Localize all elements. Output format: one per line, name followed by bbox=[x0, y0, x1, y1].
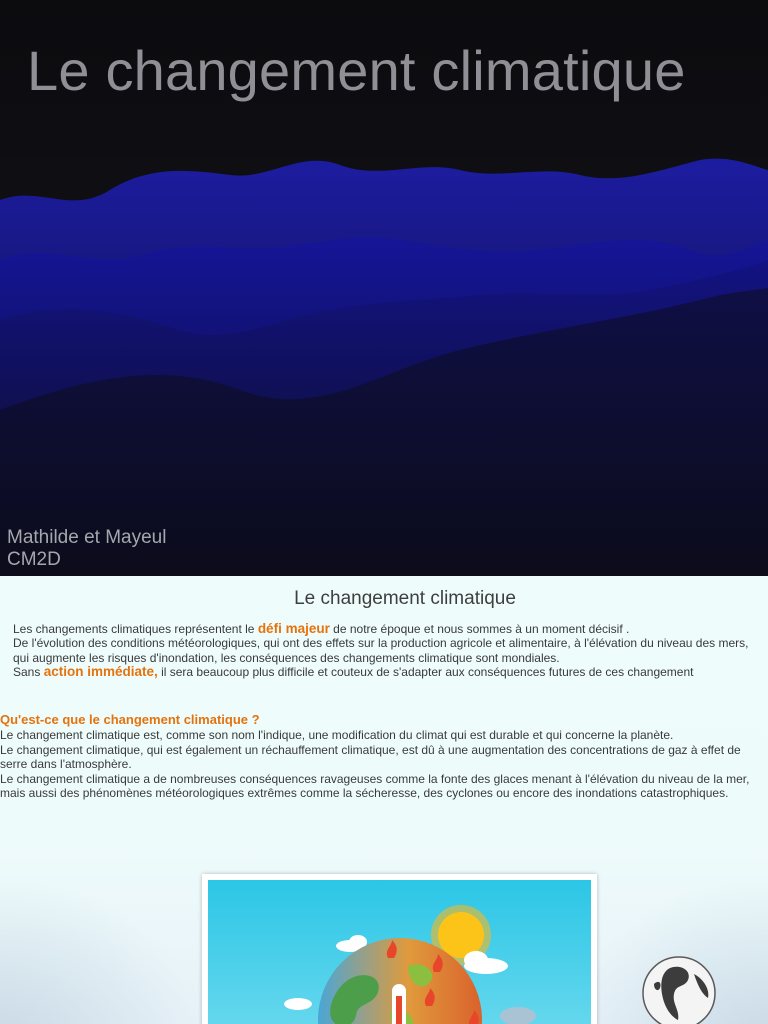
cover-authors bbox=[7, 527, 166, 571]
cover-title: Le changement climatique bbox=[27, 39, 686, 102]
section-heading: Qu'est-ce que le changement climatique ? bbox=[0, 712, 260, 727]
author-names: Mathilde et Mayeul bbox=[7, 527, 167, 548]
intro-text bbox=[13, 622, 758, 680]
intro-line-1-start: Les changements climatiques représentent le bbox=[13, 622, 258, 636]
class-name: CM2D bbox=[7, 549, 61, 570]
thermometer-icon bbox=[392, 984, 406, 1024]
intro-line-3-end: il sera beaucoup plus difficile et couteux de s'adapter aux conséquences futures de ces changement bbox=[157, 665, 694, 680]
highlight-action-immediate: action immédiate, bbox=[43, 664, 158, 680]
section-paragraph: Le changement climatique, qui est également un réchauffement climatique, est dû à une augmentation des concentrations de gaz à effet de serre dans l'atmosphère. bbox=[0, 742, 741, 772]
document-title: Le changement climatique bbox=[294, 588, 516, 609]
intro-line-1-end: de notre époque et nous sommes à un moment décisif . bbox=[329, 622, 630, 636]
climate-illustration bbox=[208, 880, 591, 1024]
background-fade bbox=[0, 876, 200, 1024]
intro-line-1 bbox=[13, 622, 758, 636]
intro-line-2: De l'évolution des conditions météorologiques, qui ont des effets sur la production agricole et alimentaire, à l'élévation du niveau des mers, qui augmente les risques d'inondation, les conséquences des changements climatique sont mondiales. bbox=[13, 636, 749, 665]
globe-icon bbox=[640, 954, 718, 1024]
illustration-frame bbox=[202, 874, 597, 1024]
section-paragraph: Le changement climatique a de nombreuses conséquences ravageuses comme la fonte des glaces menant à l'élévation du niveau de la mer, mais aussi des phénomènes météorologiques extrêmes comme la sécheresse, des cyclones ou encore des inondations catastrophiques. bbox=[0, 771, 750, 801]
document-slide bbox=[0, 576, 768, 1024]
intro-line-3 bbox=[13, 665, 758, 679]
intro-line-3-start: Sans bbox=[13, 665, 44, 680]
highlight-defi-majeur: défi majeur bbox=[257, 621, 330, 636]
definition-section bbox=[0, 713, 760, 800]
section-paragraph: Le changement climatique est, comme son nom l'indique, une modification du climat qui est durable et qui concerne la planète. bbox=[0, 728, 674, 743]
